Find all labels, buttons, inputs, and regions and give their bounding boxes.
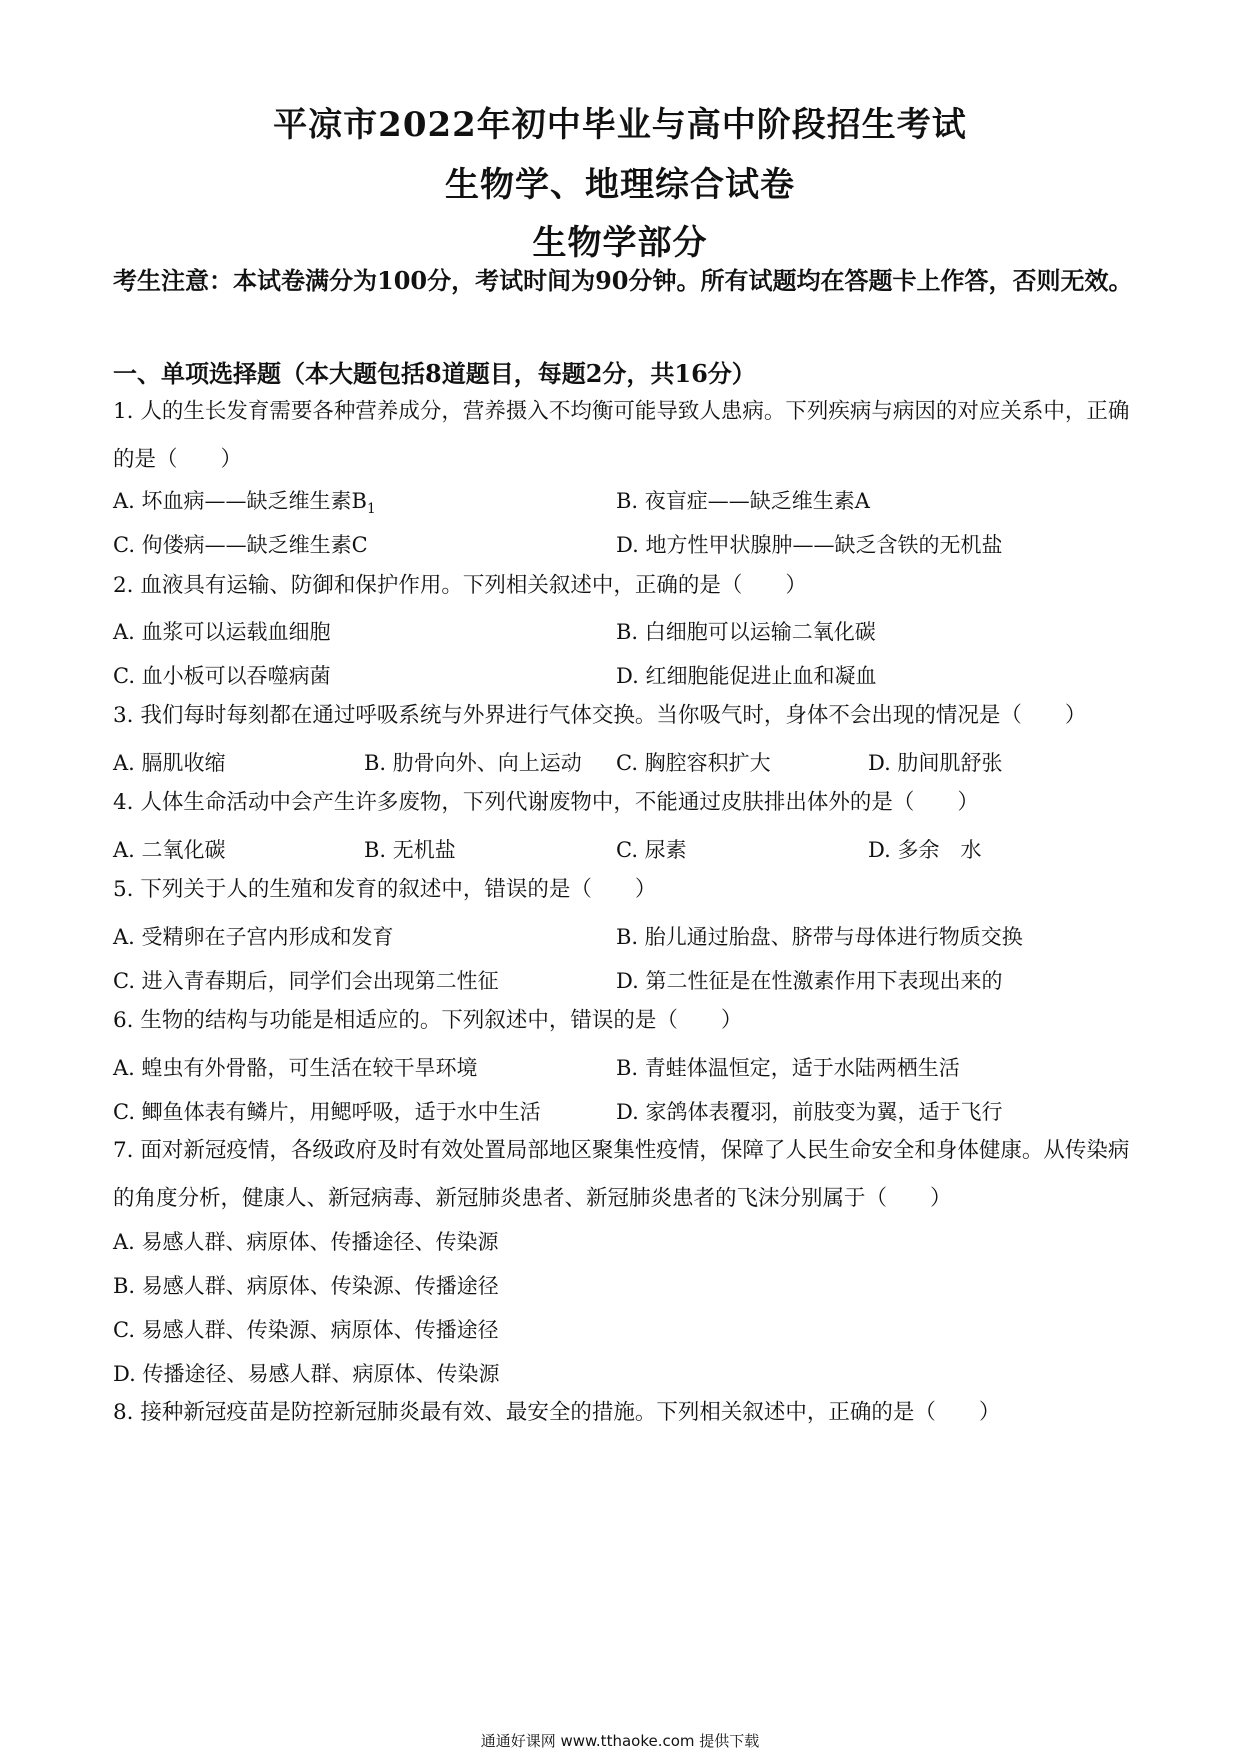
question-4-option-b: B. 无机盐 bbox=[364, 838, 456, 862]
question-2-option-a: A. 血浆可以运载血细胞 bbox=[113, 620, 331, 644]
question-4-stem: 4. 人体生命活动中会产生许多废物，下列代谢废物中，不能通过皮肤排出体外的是（ ） bbox=[113, 790, 979, 815]
page-footer: 通通好课网 www.tthaoke.com 提供下载 bbox=[480, 1732, 760, 1750]
question-3-option-d: D. 肋间肌舒张 bbox=[868, 751, 1003, 775]
question-2-option-c: C. 血小板可以吞噬病菌 bbox=[113, 664, 331, 688]
question-7-stem: 7. 面对新冠疫情，各级政府及时有效处置局部地区聚集性疫情，保障了人民生命安全和身体健康。从传染病的角度分析，健康人、新冠病毒、新冠肺炎患者、新冠肺炎患者的飞沫分别属于（ ） bbox=[113, 1138, 1130, 1211]
question-2-option-d: D. 红细胞能促进止血和凝血 bbox=[616, 664, 877, 688]
question-2-stem: 2. 血液具有运输、防御和保护作用。下列相关叙述中，正确的是（ ） bbox=[113, 573, 807, 598]
exam-notice: 考生注意：本试卷满分为100分，考试时间为90分钟。所有试题均在答题卡上作答，否则无效。 bbox=[113, 266, 1133, 295]
question-6-stem: 6. 生物的结构与功能是相适应的。下列叙述中，错误的是（ ） bbox=[113, 1008, 743, 1033]
question-5-option-c: C. 进入青春期后，同学们会出现第二性征 bbox=[113, 969, 499, 993]
question-3-stem: 3. 我们每时每刻都在通过呼吸系统与外界进行气体交换。当你吸气时，身体不会出现的情况是（ ） bbox=[113, 703, 1087, 728]
question-6-option-c: C. 鲫鱼体表有鳞片，用鳃呼吸，适于水中生活 bbox=[113, 1100, 541, 1124]
question-5-stem: 5. 下列关于人的生殖和发育的叙述中，错误的是（ ） bbox=[113, 877, 657, 902]
question-4-option-c: C. 尿素 bbox=[616, 838, 687, 862]
question-1-stem: 1. 人的生长发育需要各种营养成分，营养摄入不均衡可能导致人患病。下列疾病与病因的对应关系中，正确的是（ ） bbox=[113, 399, 1130, 472]
question-7-option-a: A. 易感人群、病原体、传播途径、传染源 bbox=[113, 1230, 499, 1254]
question-5-option-d: D. 第二性征是在性激素作用下表现出来的 bbox=[616, 969, 1003, 993]
question-3-option-a: A. 膈肌收缩 bbox=[113, 751, 226, 775]
question-2-option-b: B. 白细胞可以运输二氧化碳 bbox=[616, 620, 876, 644]
question-1-option-d: D. 地方性甲状腺肿——缺乏含铁的无机盐 bbox=[616, 533, 1003, 557]
question-6-option-a: A. 蝗虫有外骨骼，可生活在较干旱环境 bbox=[113, 1056, 478, 1080]
question-1-option-b: B. 夜盲症——缺乏维生素A bbox=[616, 489, 870, 513]
question-1-option-a: A. 坏血病——缺乏维生素$B_1$ bbox=[113, 489, 376, 518]
question-4-option-a: A. 二氧化碳 bbox=[113, 838, 226, 862]
question-7-option-d: D. 传播途径、易感人群、病原体、传染源 bbox=[113, 1362, 500, 1386]
question-3-option-c: C. 胸腔容积扩大 bbox=[616, 751, 771, 775]
question-8-stem: 8. 接种新冠疫苗是防控新冠肺炎最有效、最安全的措施。下列相关叙述中，正确的是（ ） bbox=[113, 1400, 1001, 1425]
question-5-option-b: B. 胎儿通过胎盘、脐带与母体进行物质交换 bbox=[616, 925, 1023, 949]
question-4-option-d: D. 多余 水 bbox=[868, 838, 982, 862]
question-6-option-b: B. 青蛙体温恒定，适于水陆两栖生活 bbox=[616, 1056, 960, 1080]
question-7-option-c: C. 易感人群、传染源、病原体、传播途径 bbox=[113, 1318, 499, 1342]
question-3-option-b: B. 肋骨向外、向上运动 bbox=[364, 751, 582, 775]
section-part-title: 生物学部分 bbox=[532, 223, 708, 263]
exam-subtitle: 生物学、地理综合试卷 bbox=[445, 165, 795, 205]
question-5-option-a: A. 受精卵在子宫内形成和发育 bbox=[113, 925, 394, 949]
question-7-option-b: B. 易感人群、病原体、传染源、传播途径 bbox=[113, 1274, 499, 1298]
question-6-option-d: D. 家鸽体表覆羽，前肢变为翼，适于飞行 bbox=[616, 1100, 1003, 1124]
section-heading-single-choice: 一、单项选择题（本大题包括8道题目，每题2分，共16分） bbox=[113, 359, 756, 388]
question-1-option-c: C. 佝偻病——缺乏维生素C bbox=[113, 533, 368, 557]
exam-title: 平凉市2022年初中毕业与高中阶段招生考试 bbox=[273, 105, 967, 145]
